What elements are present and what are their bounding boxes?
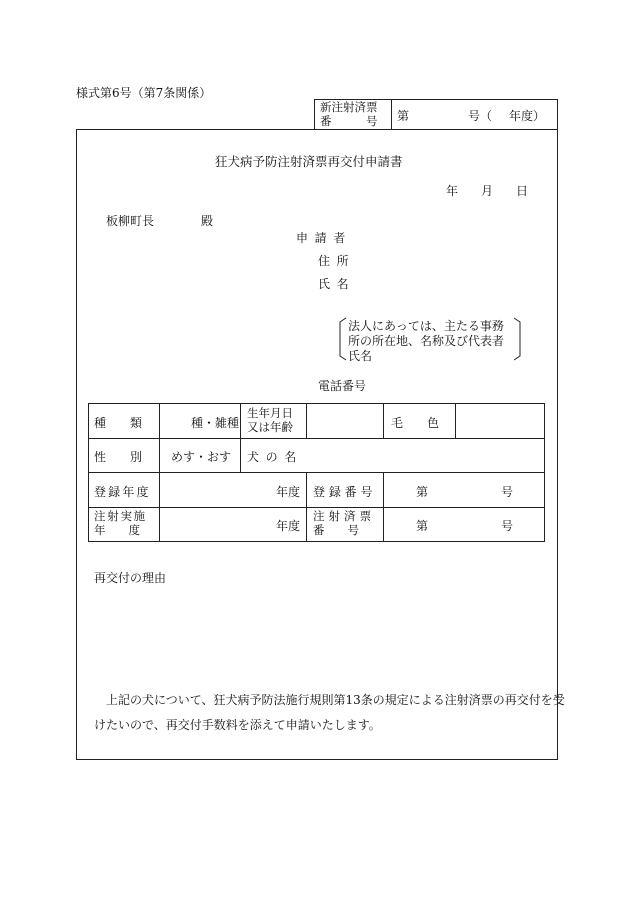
date-year: 年	[446, 184, 459, 198]
reg-year-unit: 年度	[276, 485, 301, 499]
reg-no-label: 登録番号	[313, 485, 377, 499]
reg-no-dai: 第	[416, 485, 429, 499]
inj-year-label-line1: 注射実施	[94, 509, 147, 523]
birth-label-line1: 生年月日	[247, 406, 293, 420]
inj-no-label-line1: 注射済票	[313, 509, 376, 523]
form-number: 様式第6号（第7条関係）	[76, 86, 212, 100]
sex-label: 性 別	[94, 450, 143, 464]
reason-label: 再交付の理由	[94, 571, 167, 585]
new-ticket-label-line2: 番 号	[320, 114, 378, 128]
form-title: 狂犬病予防注射済票再交付申請書	[215, 154, 403, 169]
new-ticket-gou: 号（	[468, 109, 493, 123]
applicant-label: 申請者	[296, 231, 352, 245]
dog-name-label: 犬の名	[247, 450, 303, 464]
corporate-note-line3: 氏名	[348, 349, 373, 363]
inj-year-unit: 年度	[276, 519, 301, 533]
corporate-note-line1: 法人にあっては、主たる事務	[348, 319, 504, 333]
statement-line1: 上記の犬について、狂犬病予防法施行規則第13条の規定による注射済票の再交付を受	[106, 693, 565, 707]
kind-value: 種・雑種	[191, 416, 240, 430]
sex-value: めす・おす	[171, 450, 232, 464]
corporate-note-line2: 所の所在地、名称及び代表者	[348, 334, 505, 348]
new-ticket-label-line1: 新注射済票	[320, 100, 378, 114]
birth-label-line2: 又は年齢	[247, 420, 293, 434]
kind-label: 種 類	[94, 416, 143, 430]
statement-line2: けたいので、再交付手数料を添えて申請いたします。	[94, 718, 381, 732]
new-ticket-nendo: 年度）	[509, 109, 546, 123]
date-day: 日	[516, 184, 529, 198]
addressee-honorific: 殿	[201, 214, 214, 228]
applicant-phone-label: 電話番号	[318, 379, 367, 393]
reg-year-label: 登録年度	[94, 485, 151, 499]
inj-no-label-line2: 番 号	[313, 523, 359, 537]
new-ticket-dai: 第	[397, 109, 410, 123]
applicant-address-label: 住所	[318, 254, 356, 268]
date-month: 月	[481, 184, 494, 198]
inj-year-label-line2: 年 度	[94, 523, 140, 537]
inj-no-gou: 号	[501, 519, 514, 533]
inj-no-dai: 第	[416, 519, 429, 533]
coat-label: 毛 色	[391, 416, 440, 430]
applicant-name-label: 氏名	[318, 277, 356, 291]
addressee-name: 板柳町長	[106, 214, 155, 228]
reg-no-gou: 号	[501, 485, 514, 499]
